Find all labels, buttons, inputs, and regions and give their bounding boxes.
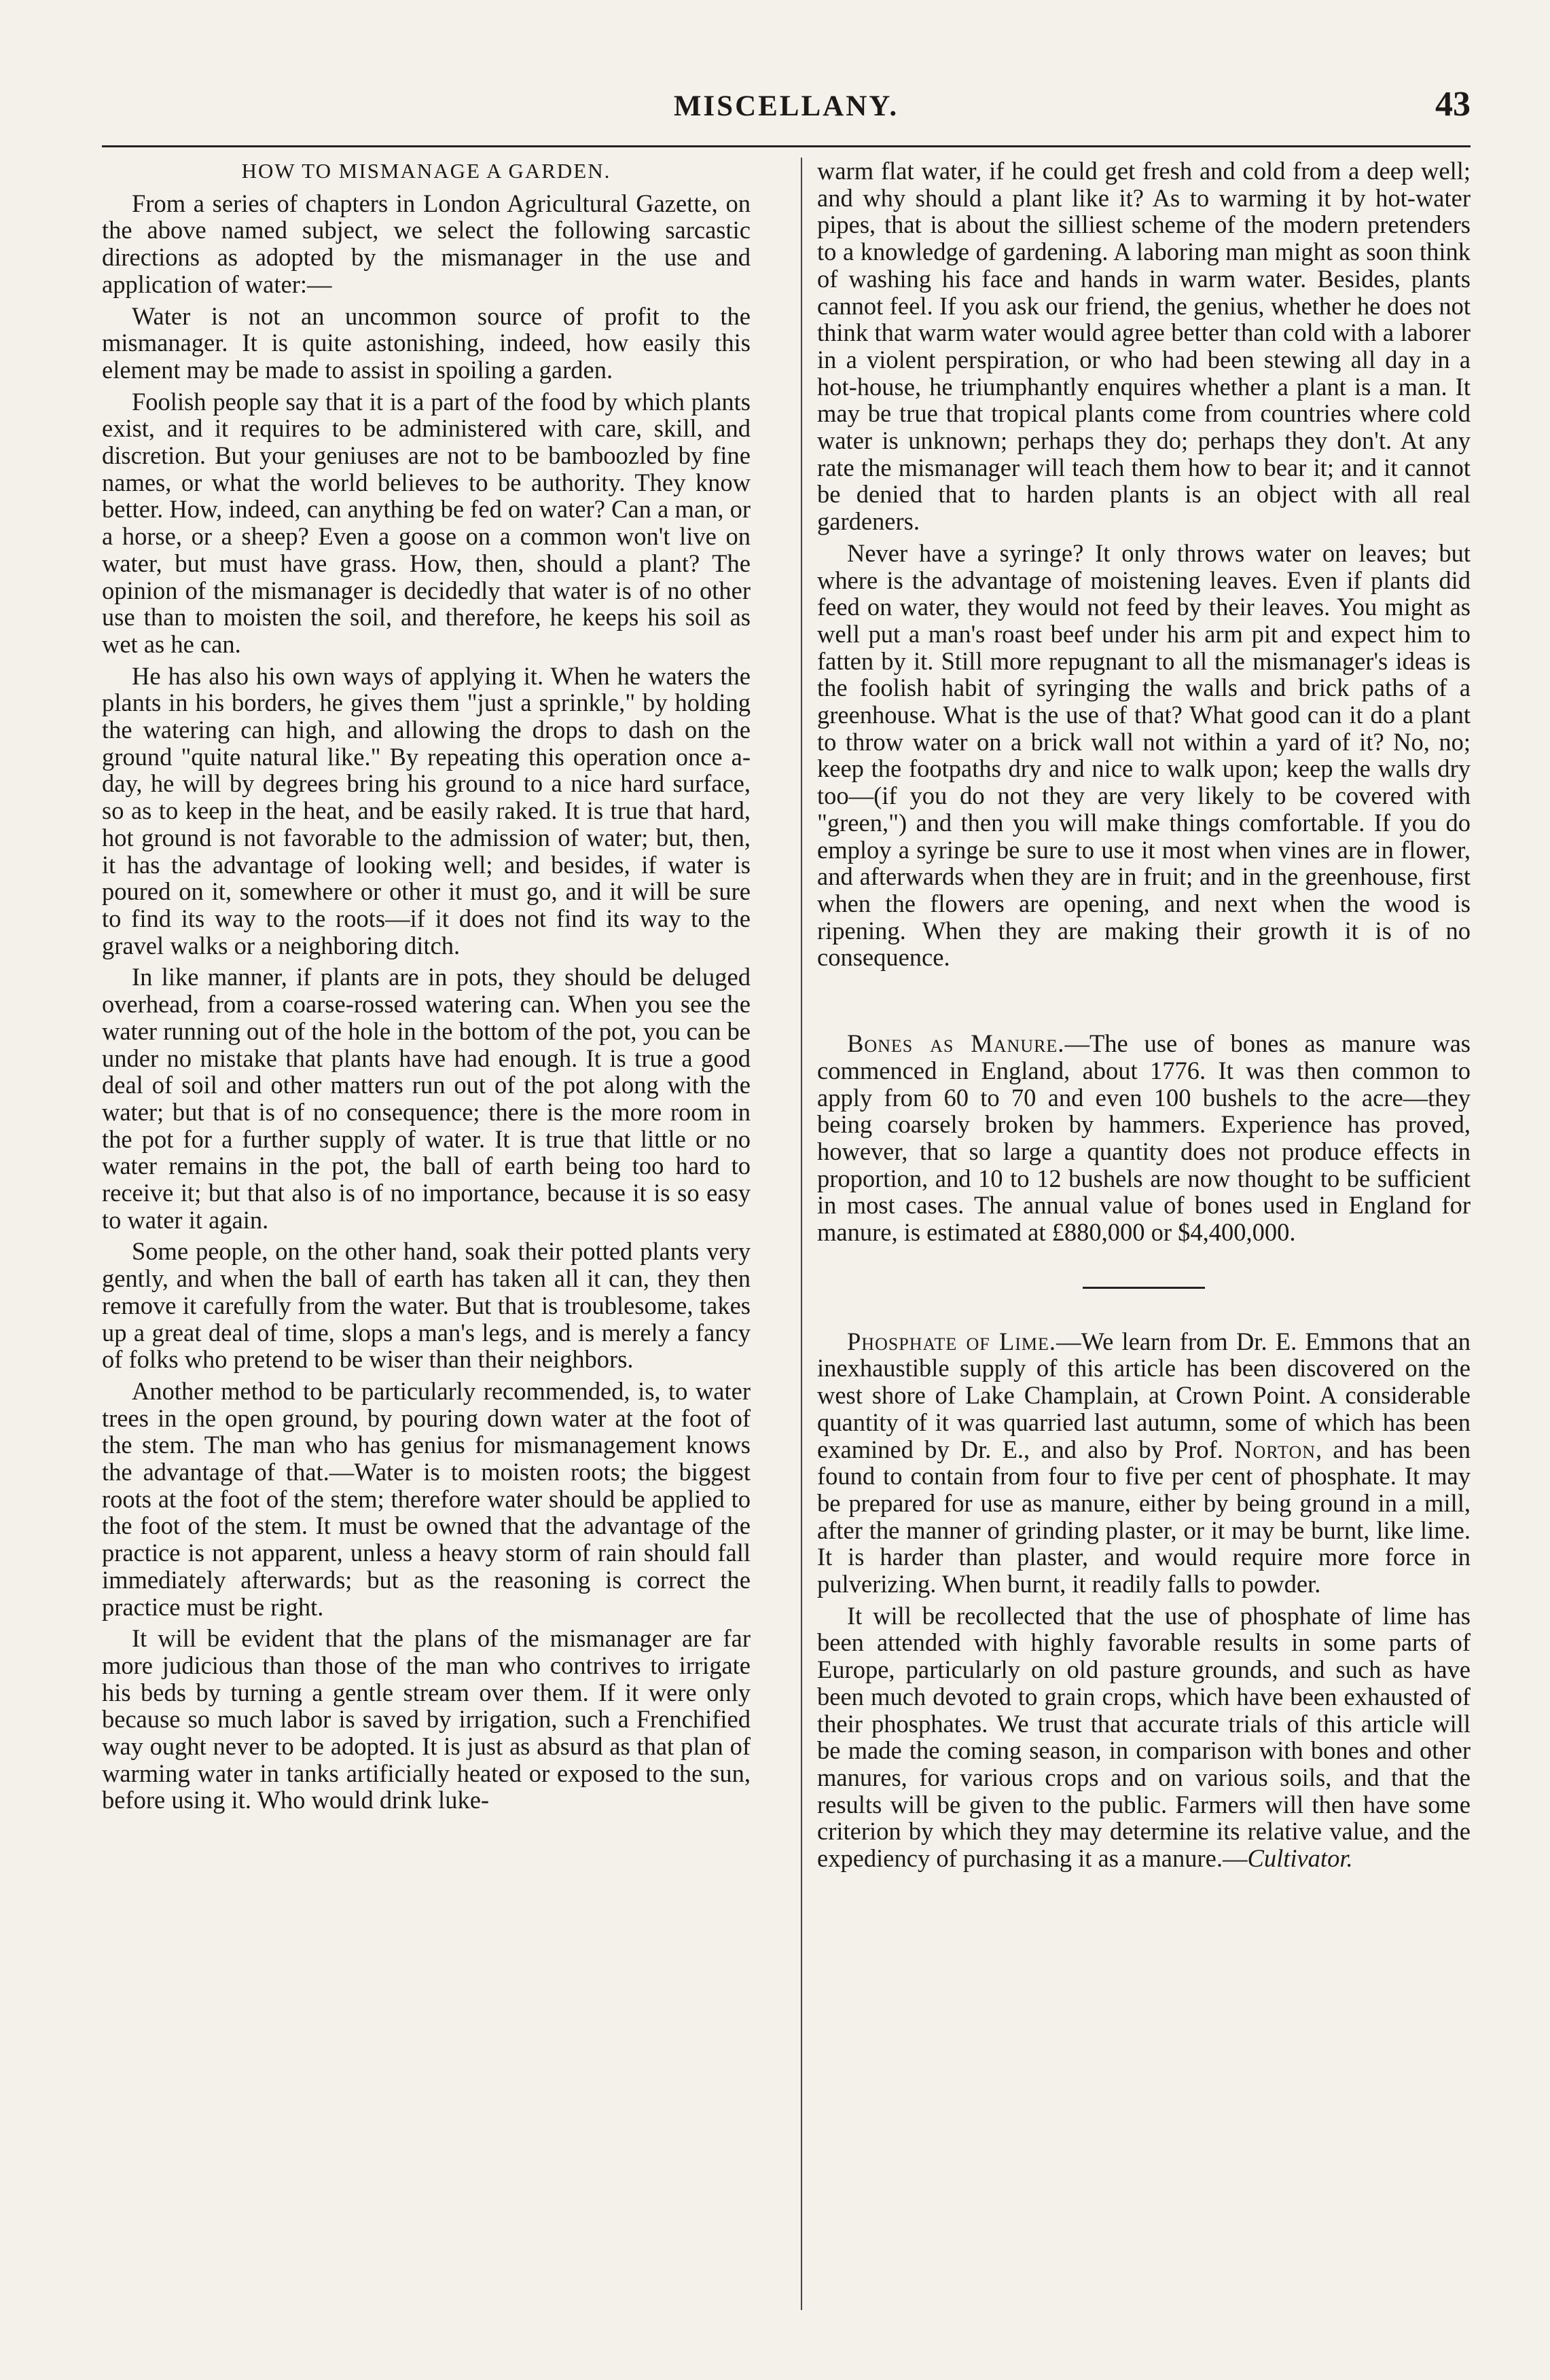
garden-paragraph: Water is not an uncommon source of profit to the mismanager. It is quite astonishing, indeed, how easily this element may be made to assist in spoiling a garden. (102, 301, 751, 384)
phosphate-text-after: , and has been found to contain from four to five per cent of phosphate. It may be prepared for use as manure, either by being ground in a mill, after the manner of grinding plaster, or it may be burnt, like lime. It is harder than plaster, and would require more force in pulverizing. When burnt, it readily falls to powder. (817, 1435, 1471, 1598)
phosphate-paragraph-2 (817, 1603, 1471, 1872)
garden-paragraph: From a series of chapters in London Agricultural Gazette, on the above named subject, we select the following sarcastic directions as adopted by the mismanager in the use and application of water:— (102, 189, 751, 298)
phosphate-paragraph (817, 1328, 1471, 1598)
left-column (102, 158, 751, 1818)
bones-text: —The use of bones as manure was commenced in England, about 1776. It was then common to apply from 60 to 70 and even 100 bushels to the acre—they being coarsely broken by hammers. Experience has proved, however, that so large a quantity does not produce effects in proportion, and 10 to 12 bushels are now thought to be sufficient in most cases. The annual value of bones used in England for manure, is estimated at £880,000 or $4,400,000. (817, 1029, 1471, 1247)
garden-paragraph: Another method to be particularly recommended, is, to water trees in the open ground, by pouring down water at the foot of the stem. The man who has genius for mismanagement knows the advantage of that.—Water is to moisten roots; the biggest roots at the foot of the stem; therefore water should be applied to the foot of the stem. It must be owned that the advantage of the practice is not apparent, unless a heavy storm of rain should fall immediately afterwards; but as the reasoning is correct the practice must be right. (102, 1376, 751, 1621)
bones-title: Bones as Manure. (847, 1029, 1065, 1058)
phosphate-p2-text: It will be recollected that the use of phosphate of lime has been attended with highly favorable results in some parts of Europe, particularly on old pasture grounds, and such as have been much devoted to grain crops, which have been exhausted of their phosphates. We trust that accurate trials of this article will be made the coming season, in comparison with bones and other manures, for various crops and on various soils, and that the results will be given to the public. Farmers will then have some criterion by which they may determine its relative value, and the expediency of purchasing it as a manure.— (817, 1601, 1471, 1873)
page-header (102, 84, 1471, 139)
garden-continuation: Never have a syringe? It only throws water on leaves; but where is the advantage of moistening leaves. Even if plants did feed on water, they would not feed by their leaves. You might as well put a man's roast beef under his arm pit and expect him to fatten by it. Still more repugnant to all the mismanager's ideas is the foolish habit of syringing the walls and brick paths of a greenhouse. What is the use of that? What good can it do a plant to throw water on a brick wall not within a yard of it? No, no; keep the footpaths dry and nice to walk upon; keep the walls dry too—(if you do not they are very likely to be covered with "green,") and then you will make things comfortable. If you do employ a syringe be sure to use it most when vines are in flower, and afterwards when they are in fruit; and in the greenhouse, first when the flowers are opening, and next when the wood is ripening. When they are making their growth it is of no consequence. (817, 538, 1471, 972)
garden-paragraph: In like manner, if plants are in pots, they should be deluged overhead, from a coarse-rossed watering can. When you see the water running out of the hole in the bottom of the pot, you can be under no mistake that plants have had enough. It is true a good deal of soil and other matters run out of the pot along with the water; but that is of no consequence; there is the more room in the pot for a further supply of water. It is true that little or no water remains in the pot, the ball of earth being too hard to receive it; but that also is of no importance, because it is so easy to water it again. (102, 963, 751, 1234)
garden-paragraph: It will be evident that the plans of the mismanager are far more judicious than those of the man who contrives to irrigate his beds by turning a gentle stream over them. If it were only because so much labor is saved by irrigation, such a Frenchified way ought never to be adopted. It is just as absurd as that plan of warming water in tanks artificially heated or exposed to the sun, before using it. Who would drink luke- (102, 1624, 751, 1814)
garden-paragraph: Foolish people say that it is a part of the food by which plants exist, and it requires to be administered with care, skill, and discretion. But your geniuses are not to be bamboozled by fine names, or what the world believes to be authority. They know better. How, indeed, can anything be fed on water? Can a man, or a horse, or a sheep? Even a goose on a common won't live on water, but must have grass. How, then, should a plant? The opinion of the mismanager is decidedly that water is of no other use than to moisten the soil, and therefore, he keeps his soil as wet as he can. (102, 387, 751, 658)
page-number: 43 (1435, 85, 1471, 124)
section-gap (817, 976, 1471, 1003)
phosphate-name: Norton (1234, 1435, 1316, 1463)
phosphate-source: Cultivator. (1247, 1844, 1353, 1873)
phosphate-text-before: —We learn from Dr. E. Emmons that an inexhaustible supply of this article has been discovered on the west shore of Lake Champlain, at Crown Point. A considerable quantity of it was quarried last autumn, some of which has been examined by Dr. E., and also by Prof. (817, 1327, 1471, 1463)
section-rule (1083, 1287, 1205, 1289)
bones-paragraph (817, 1030, 1471, 1246)
phosphate-title: Phosphate of Lime. (847, 1327, 1057, 1355)
article-title-garden: HOW TO MISMANAGE A GARDEN. (241, 159, 611, 183)
column-divider (801, 158, 802, 2310)
right-column (817, 158, 1471, 1877)
garden-continuation: warm flat water, if he could get fresh and cold from a deep well; and why should a plant like it? As to warming it by hot-water pipes, that is about the silliest scheme of the modern pretenders to a knowledge of gardening. A laboring man might as soon think of washing his face and hands in warm water. Besides, plants cannot feel. If you ask our friend, the genius, whether he does not think that warm water would agree better than cold with a laborer in a violent perspiration, or who had been stewing all day in a hot-house, he triumphantly enquires whether a plant is a man. It may be true that tropical plants come from countries where cold water is unknown; perhaps they do; perhaps they don't. At any rate the mismanager will teach them how to bear it; and it cannot be denied that to harden plants is an object with all real gardeners. (817, 157, 1471, 536)
garden-paragraph: He has also his own ways of applying it. When he waters the plants in his borders, he gives them "just a sprinkle," by holding the watering can high, and allowing the drops to dash on the ground "quite natural like." By repeating this operation once a-day, he will by degrees bring his ground to a nice hard surface, so as to keep in the heat, and be easily raked. It is true that hard, hot ground is not favorable to the admission of water; but, then, it has the advantage of looking well; and besides, if water is poured on it, somewhere or other it must go, and it will be sure to find its way to the roots—if it does not find its way to the gravel walks or a neighboring ditch. (102, 661, 751, 959)
running-title: MISCELLANY. (673, 90, 899, 122)
garden-paragraph: Some people, on the other hand, soak their potted plants very gently, and when the ball of earth has taken all it can, they then remove it carefully from the water. But that is troublesome, takes up a great deal of time, slops a man's legs, and is merely a fancy of folks who pretend to be wiser than their neighbors. (102, 1237, 751, 1374)
header-rule (102, 145, 1471, 147)
